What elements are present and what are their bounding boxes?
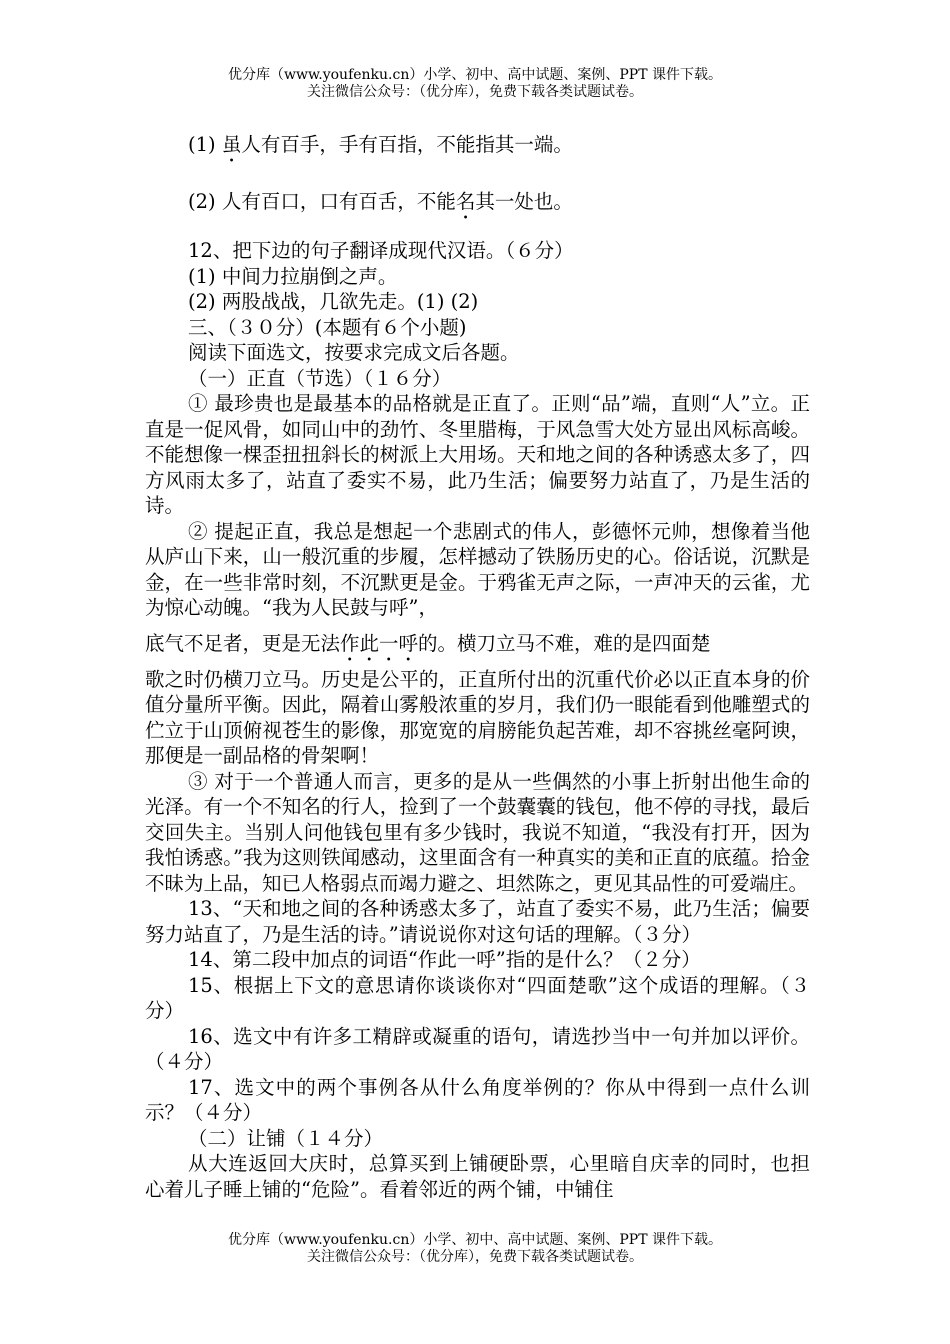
document-body <box>145 132 810 1202</box>
header-line-2: 关注微信公众号：（优分库），免费下载各类试题试卷。 <box>307 84 643 100</box>
q11-item-1: (1) 虽人有百手，手有百指，不能指其一端。 <box>188 133 573 156</box>
question-13: 13、“天和地之间的各种诱惑太多了，站直了委实不易，此乃生活；偏要努力站直了，乃是生活的诗。”请说说你对这句话的理解。（３分） <box>145 897 810 946</box>
q12-title: 12、把下边的句子翻译成现代汉语。（６分） <box>188 239 574 262</box>
q12-item-1: (1) 中间力拉崩倒之声。 <box>188 264 398 288</box>
section-3-title: 三、（３０分）(本题有６个小题) <box>188 315 467 339</box>
passage-2-paragraph-1: 从大连返回大庆时，总算买到上铺硬卧票，心里暗自庆幸的同时，也担心着儿子睡上铺的“危险”。看着邻近的两个铺，中铺住 <box>145 1152 810 1201</box>
page-header <box>0 67 950 101</box>
passage-1-paragraph-2c: 歌之时仍横刀立马。历史是公平的，正直所付出的沉重代价必以正直本身的价值分量所平衡。因此，隔着山雾般浓重的岁月，我们仍一眼能看到他雕塑式的伫立于山顶俯视苍生的影像，那宽宽的肩膀能负起苦难，却不容挑丝毫阿谀，那便是一副品格的骨架啊！ <box>145 667 810 767</box>
emphasized-phrase: 作此一呼 <box>340 631 419 655</box>
footer-line-1: 优分库（www.youfenku.cn）小学、初中、高中试题、案例、PPT 课件下载。 <box>227 1232 722 1248</box>
question-16: 16、选文中有许多工精辟或凝重的语句，请选抄当中一句并加以评价。（４分） <box>145 1024 810 1073</box>
question-17: 17、选文中的两个事例各从什么角度举例的？你从中得到一点什么训示？（４分） <box>145 1075 810 1124</box>
passage-1-paragraph-1: ① 最珍贵也是最基本的品格就是正直了。正则“品”端，直则“人”立。正直是一促风骨，如同山中的劲竹、冬里腊梅，于风急雪大处方显出风标高峻。不能想像一棵歪扭扭斜长的树派上大用场。天和地之间的各种诱惑太多了，四方风雨太多了，站直了委实不易，此乃生活；偏要努力站直了，乃是生活的诗。 <box>145 392 810 517</box>
section-3-instruction: 阅读下面选文，按要求完成文后各题。 <box>188 341 520 364</box>
q11-item-2: (2) 人有百口，口有百舌，不能名其一处也。 <box>188 190 573 213</box>
emphasized-char: 名 <box>455 190 476 213</box>
emphasized-char: 虽 <box>221 133 242 156</box>
question-14: 14、第二段中加点的词语“作此一呼”指的是什么？（２分） <box>188 948 701 971</box>
footer-line-2: 关注微信公众号：（优分库），免费下载各类试题试卷。 <box>307 1249 643 1265</box>
passage-2-title: （二）让铺（１４分） <box>188 1126 384 1150</box>
passage-1-paragraph-3: ③ 对于一个普通人而言，更多的是从一些偶然的小事上折射出他生命的光泽。有一个不知名的行人，捡到了一个鼓囊囊的钱包，他不停的寻找，最后交回失主。当别人问他钱包里有多少钱时，我说不知道，“我没有打开，因为我怕诱惑。”我为这则铁闻感动，这里面含有一种真实的美和正直的底蕴。拾金不昧为上品，知已人格弱点而竭力避之、坦然陈之，更见其品性的可爱端庄。 <box>145 769 810 895</box>
passage-1-paragraph-2b: 底气不足者，更是无法作此一呼的。横刀立马不难，难的是四面楚 <box>145 631 711 655</box>
passage-1-paragraph-2a: ② 提起正直，我总是想起一个悲剧式的伟人，彭德怀元帅，想像着当他从庐山下来，山一般沉重的步履，怎样撼动了铁肠历史的心。俗话说，沉默是金，在一些非常时刻，不沉默更是金。于鸦雀无声之际，一声冲天的云雀，尤为惊心动魄。“我为人民鼓与呼”， <box>145 519 810 619</box>
header-line-1: 优分库（www.youfenku.cn）小学、初中、高中试题、案例、PPT 课件下载。 <box>227 67 722 83</box>
question-15: 15、根据上下文的意思请你谈谈你对“四面楚歌”这个成语的理解。（３分） <box>145 973 810 1022</box>
passage-1-title: （一）正直（节选）（１６分） <box>188 366 452 390</box>
q12-item-2: (2) 两股战战，几欲先走。(1) (2) <box>188 290 479 313</box>
page-footer <box>0 1232 950 1266</box>
